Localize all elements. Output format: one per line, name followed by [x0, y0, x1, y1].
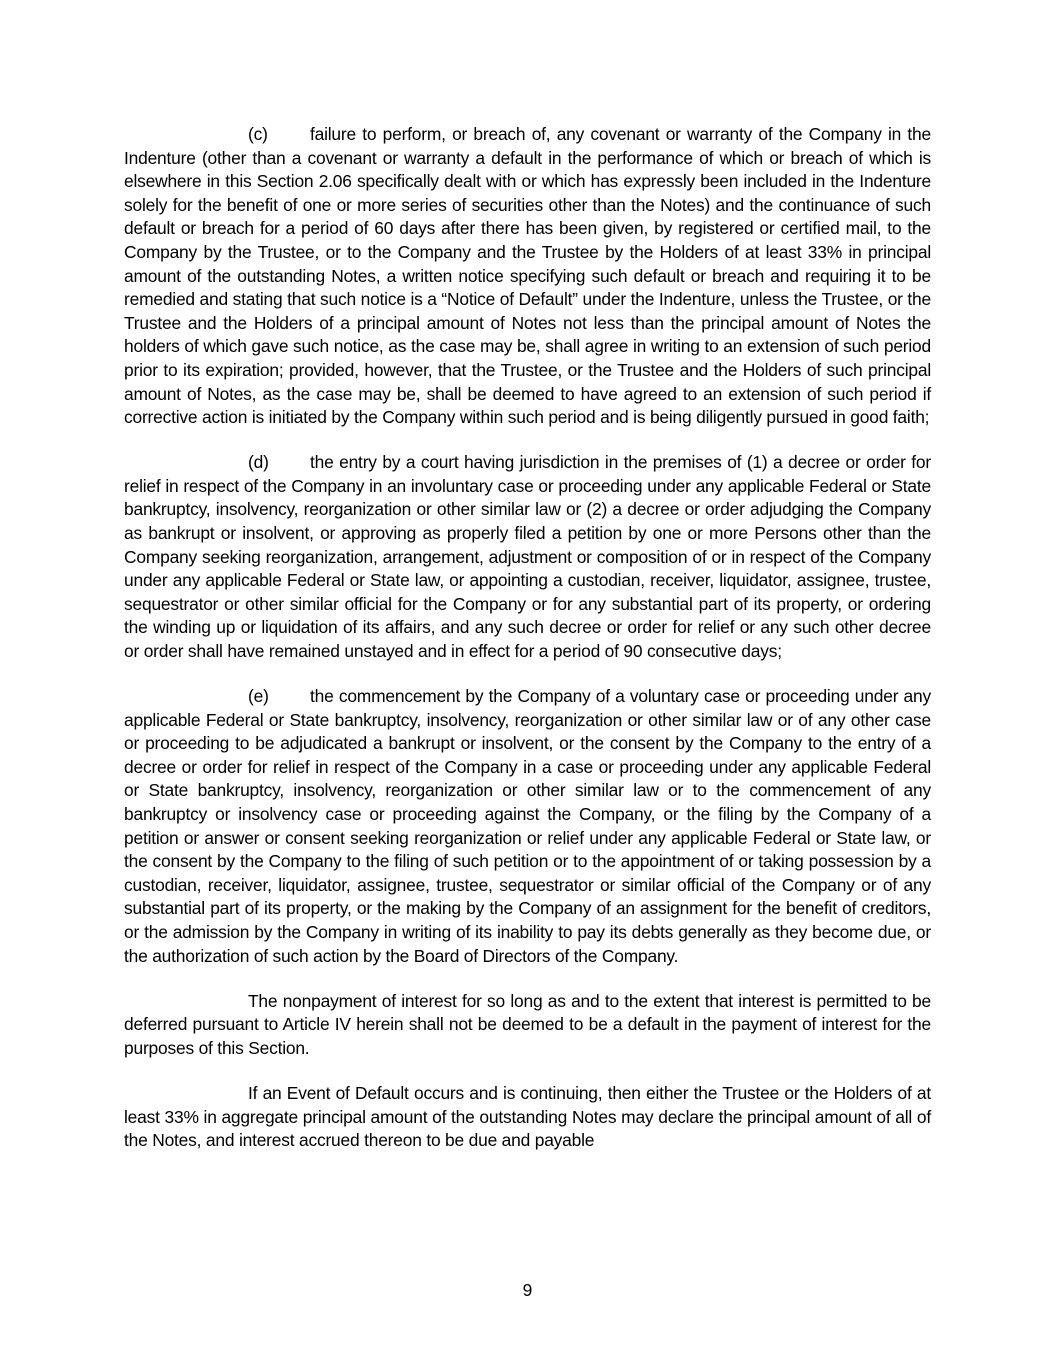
paragraph-nonpayment-of-interest: The nonpayment of interest for so long as and to the extent that interest is permitted to be deferred pursuant to Article IV herein shall not be deemed to be a default in the payment of interest for the purposes of this Section.	[124, 990, 931, 1058]
clause-c	[124, 123, 931, 430]
paragraph-event-of-default: If an Event of Default occurs and is continuing, then either the Trustee or the Holders of at least 33% in aggregate principal amount of the outstanding Notes may declare the principal amount of all of the Notes, and interest accrued thereon to be due and payable	[124, 1082, 931, 1151]
clause-text: the entry by a court having jurisdiction in the premises of (1) a decree or order for relief in respect of the Company in an involuntary case or proceeding under any applicable Federal or State bankruptcy, insolvency, reorganization or other similar law or (2) a decree or order adjudging the Company as bankrupt or insolvent, or approving as properly filed a petition by one or more Persons other than the Company seeking reorganization, arrangement, adjustment or composition of or in respect of the Company under any applicable Federal or State law, or appointing a custodian, receiver, liquidator, assignee, trustee, sequestrator or other similar official for the Company or for any substantial part of its property, or ordering the winding up or liquidation of its affairs, and any such decree or order for relief or any such other decree or order shall have remained unstayed and in effect for a period of 90 consecutive days;	[124, 452, 931, 661]
clause-e	[124, 685, 931, 968]
clause-text: failure to perform, or breach of, any covenant or warranty of the Company in the Indenture (other than a covenant or warranty a default in the performance of which or breach of which is elsewhere in this Section 2.06 specifically dealt with or which has expressly been included in the Indenture solely for the benefit of one or more series of securities other than the Notes) and the continuance of such default or breach for a period of 60 days after there has been given, by registered or certified mail, to the Company by the Trustee, or to the Company and the Trustee by the Holders of at least 33% in principal amount of the outstanding Notes, a written notice specifying such default or breach and requiring it to be remedied and stating that such notice is a “Notice of Default” under the Indenture, unless the Trustee, or the Trustee and the Holders of a principal amount of Notes not less than the principal amount of Notes the holders of which gave such notice, as the case may be, shall agree in writing to an extension of such period prior to its expiration; provided, however, that the Trustee, or the Trustee and the Holders of such principal amount of Notes, as the case may be, shall be deemed to have agreed to an extension of such period if corrective action is initiated by the Company within such period and is being diligently pursued in good faith;	[124, 124, 931, 428]
clause-d	[124, 451, 931, 663]
clause-text: the commencement by the Company of a voluntary case or proceeding under any applicable Federal or State bankruptcy, insolvency, reorganization or other similar law or of any other case or proceeding to be adjudicated a bankrupt or insolvent, or the consent by the Company to the entry of a decree or order for relief in respect of the Company in a case or proceeding under any applicable Federal or State bankruptcy, insolvency, reorganization or other similar law or to the commencement of any bankruptcy or insolvency case or proceeding against the Company, or the filing by the Company of a petition or answer or consent seeking reorganization or relief under any applicable Federal or State law, or the consent by the Company to the filing of such petition or to the appointment of or taking possession by a custodian, receiver, liquidator, assignee, trustee, sequestrator or similar official of the Company or of any substantial part of its property, or the making by the Company of an assignment for the benefit of creditors, or the admission by the Company in writing of its inability to pay its debts generally as they become due, or the authorization of such action by the Board of Directors of the Company.	[124, 686, 931, 966]
clause-label: (c)	[248, 124, 268, 144]
page-number: 9	[522, 1280, 533, 1300]
clause-label: (e)	[248, 686, 269, 707]
clause-label: (d)	[248, 452, 269, 473]
document-body	[124, 123, 931, 1174]
